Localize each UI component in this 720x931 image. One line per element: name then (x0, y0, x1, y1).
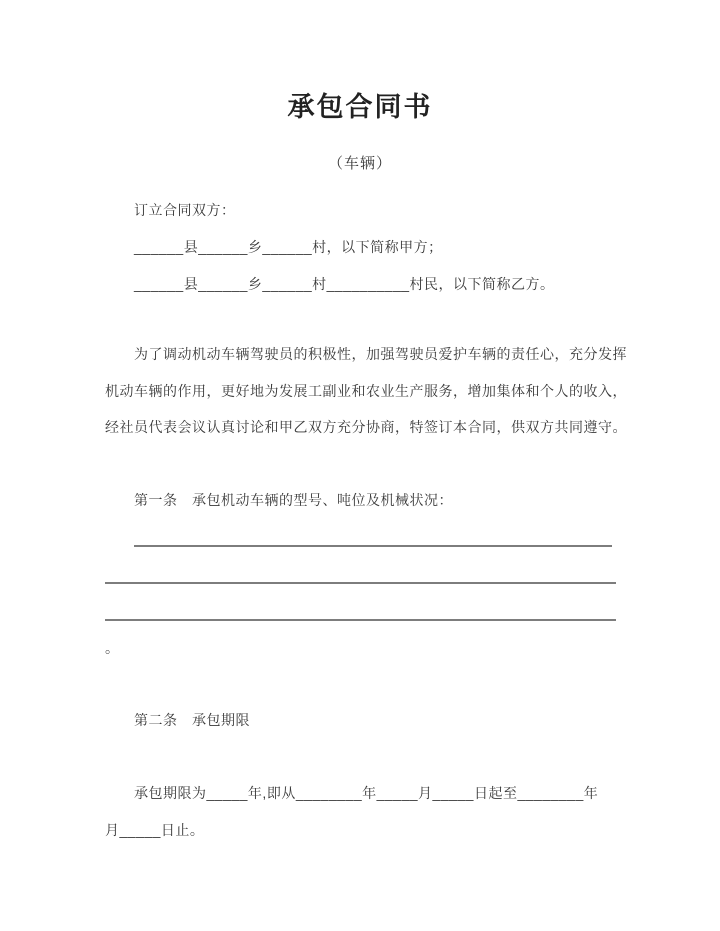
fill-in-rule-3 (105, 619, 616, 621)
clause-1-heading: 第一条 承包机动车辆的型号、吨位及机械状况： (134, 492, 453, 508)
document-subtitle: （车辆） (327, 155, 392, 172)
party-a-blank-line: ______县______乡______村，以下简称甲方； (134, 239, 443, 255)
fill-in-rule-1 (134, 545, 612, 547)
parties-intro-line: 订立合同双方： (134, 202, 236, 218)
preamble-line-3: 经社员代表会议认真讨论和甲乙双方充分协商，特签订本合同，供双方共同遵守。 (105, 419, 627, 435)
party-b-blank-line: ______县______乡______村__________村民，以下简称乙方。 (134, 276, 555, 292)
term-line-1: 承包期限为_____年,即从________年_____月_____日起至________年 (134, 785, 599, 801)
term-line-2: 月_____日止。 (105, 822, 205, 838)
fill-in-rule-2 (105, 582, 616, 584)
preamble-line-1: 为了调动机动车辆驾驶员的积极性，加强驾驶员爱护车辆的责任心，充分发挥 (134, 346, 627, 362)
clause-2-heading: 第二条 承包期限 (134, 712, 250, 728)
clause-1-trailing-period: 。 (105, 640, 120, 656)
document-title: 承包合同书 (287, 92, 433, 122)
preamble-line-2: 机动车辆的作用，更好地为发展工副业和农业生产服务，增加集体和个人的收入， (105, 383, 627, 399)
